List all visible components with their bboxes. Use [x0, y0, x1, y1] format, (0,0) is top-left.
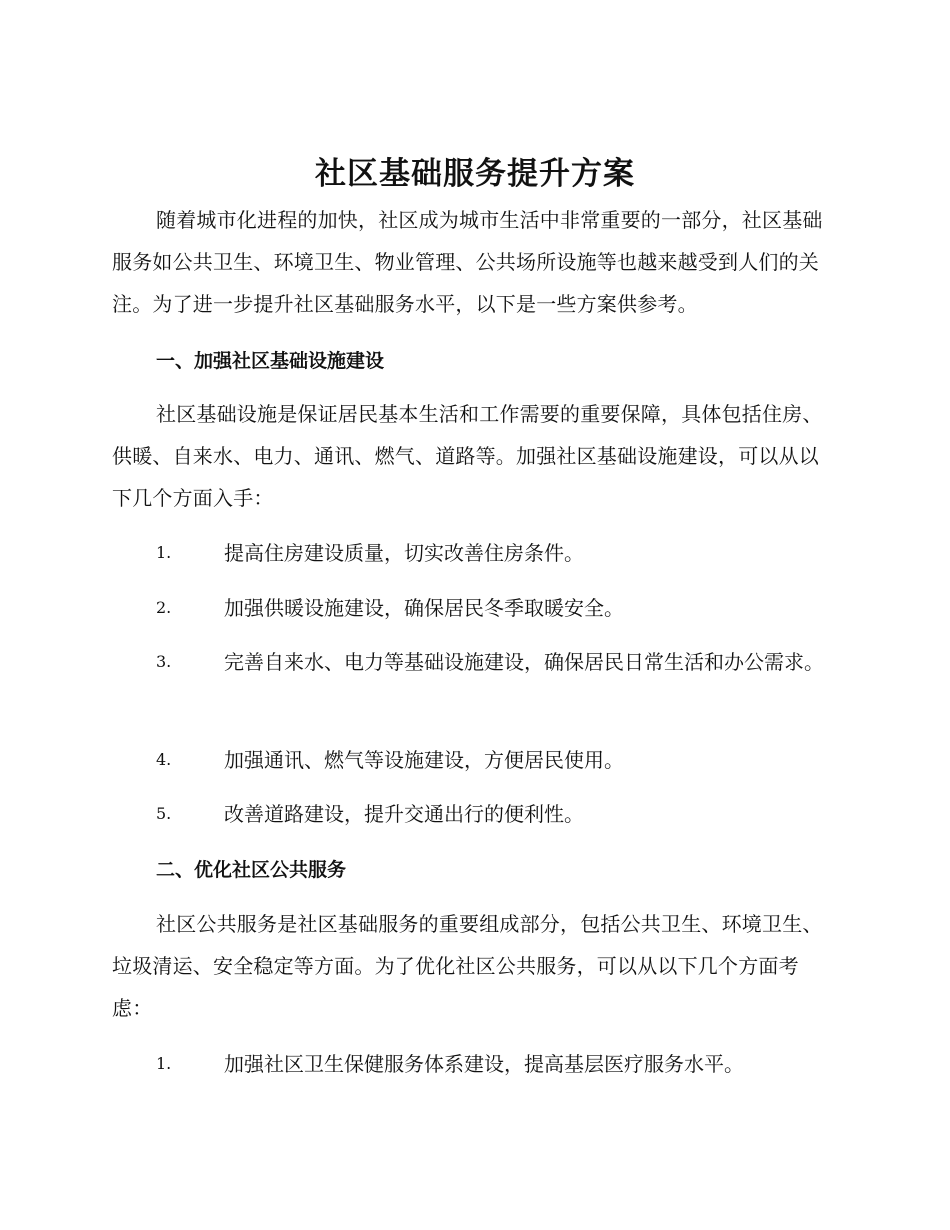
list-item-text: 提高住房建设质量，切实改善住房条件。	[224, 541, 584, 565]
section-1-heading: 一、加强社区基础设施建设	[156, 350, 385, 372]
list-item-number: 4.	[156, 750, 172, 769]
list-item	[112, 641, 834, 683]
section-2-paragraph: 社区公共服务是社区基础服务的重要组成部分，包括公共卫生、环境卫生、垃圾清运、安全稳定等方面。为了优化社区公共服务，可以从以下几个方面考虑：	[112, 912, 823, 1020]
list-item	[112, 739, 834, 781]
list-item-number: 2.	[156, 598, 172, 617]
list-item-text: 加强通讯、燃气等设施建设，方便居民使用。	[224, 748, 624, 772]
list-item-text: 改善道路建设，提升交通出行的便利性。	[224, 802, 584, 826]
list-item-text: 加强社区卫生保健服务体系建设，提高基层医疗服务水平。	[224, 1052, 744, 1076]
list-item-number: 3.	[156, 652, 172, 671]
section-1-paragraph: 社区基础设施是保证居民基本生活和工作需要的重要保障，具体包括住房、供暖、自来水、电力、通讯、燃气、道路等。加强社区基础设施建设，可以从以下几个方面入手：	[112, 402, 823, 510]
list-item-number: 1.	[156, 1054, 172, 1073]
list-item	[112, 1043, 834, 1085]
section-2-heading: 二、优化社区公共服务	[156, 859, 347, 881]
list-item	[112, 532, 834, 574]
list-item-text: 完善自来水、电力等基础设施建设，确保居民日常生活和办公需求。	[224, 650, 824, 674]
list-item	[112, 793, 834, 835]
list-item-text: 加强供暖设施建设，确保居民冬季取暖安全。	[224, 596, 624, 620]
list-item-number: 5.	[156, 804, 172, 823]
list-item-number: 1.	[156, 543, 172, 562]
list-item	[112, 587, 834, 629]
document-title: 社区基础服务提升方案	[315, 156, 635, 192]
intro-paragraph: 随着城市化进程的加快，社区成为城市生活中非常重要的一部分，社区基础服务如公共卫生、环境卫生、物业管理、公共场所设施等也越来越受到人们的关注。为了进一步提升社区基础服务水平，以下是一些方案供参考。	[112, 208, 823, 316]
